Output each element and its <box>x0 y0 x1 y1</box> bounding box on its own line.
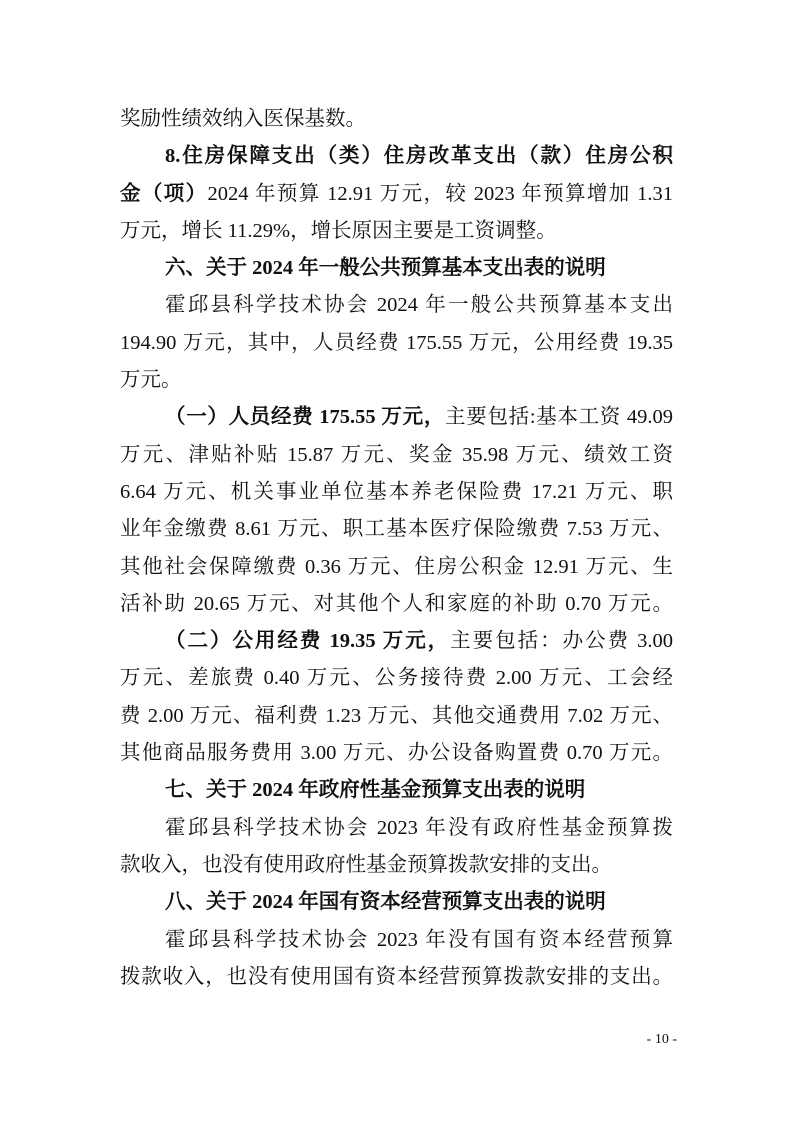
body-line <box>120 586 673 623</box>
body-line <box>120 847 673 884</box>
bold-lead: 金（项） <box>120 182 208 205</box>
document-body <box>120 101 673 996</box>
body-text: 6.64 万元、机关事业单位基本养老保险费 17.21 万元、职 <box>120 480 673 503</box>
body-line <box>120 176 673 213</box>
body-text: 费 2.00 万元、福利费 1.23 万元、其他交通费用 7.02 万元、 <box>120 704 673 727</box>
bold-lead: 8.住房保障支出（类）住房改革支出（款）住房公积 <box>165 145 673 168</box>
body-line <box>120 698 673 735</box>
body-line <box>120 101 673 138</box>
body-text: 万元。 <box>120 369 182 392</box>
body-line <box>120 735 673 772</box>
page-number: - 10 - <box>646 1032 677 1047</box>
body-text: 霍邱县科学技术协会 2023 年没有国有资本经营预算 <box>165 928 673 951</box>
body-text: 霍邱县科学技术协会 2023 年没有政府性基金预算拨 <box>165 816 673 839</box>
body-text: 款收入，也没有使用政府性基金预算拨款安排的支出。 <box>120 853 612 876</box>
body-text: 万元、差旅费 0.40 万元、公务接待费 2.00 万元、工会经 <box>120 667 673 690</box>
body-text: 其他商品服务费用 3.00 万元、办公设备购置费 0.70 万元。 <box>120 742 673 765</box>
body-text: 拨款收入，也没有使用国有资本经营预算拨款安排的支出。 <box>120 965 673 988</box>
public-cost-line <box>120 623 673 660</box>
body-line <box>120 437 673 474</box>
body-text: 业年金缴费 8.61 万元、职工基本医疗保险缴费 7.53 万元、 <box>120 518 673 541</box>
body-line <box>120 810 673 847</box>
body-text: 活补助 20.65 万元、对其他个人和家庭的补助 0.70 万元。 <box>120 592 673 615</box>
body-line <box>120 959 673 996</box>
body-text: 奖励性绩效纳入医保基数。 <box>120 108 366 130</box>
body-text: 霍邱县科学技术协会 2024 年一般公共预算基本支出 <box>165 294 673 317</box>
section-heading-8: 八、关于 2024 年国有资本经营预算支出表的说明 <box>165 891 606 914</box>
body-text: 2024 年预算 12.91 万元，较 2023 年预算增加 1.31 <box>207 182 673 205</box>
body-line <box>120 213 673 250</box>
body-line <box>120 922 673 959</box>
item-8-heading-line <box>120 138 673 175</box>
body-line <box>120 362 673 399</box>
body-line <box>120 549 673 586</box>
bold-lead: （一）人员经费 175.55 万元， <box>165 406 446 429</box>
body-line <box>120 474 673 511</box>
body-line <box>120 660 673 697</box>
body-text: 主要包括：办公费 3.00 <box>450 630 673 653</box>
body-text: 其他社会保障缴费 0.36 万元、住房公积金 12.91 万元、生 <box>120 555 673 578</box>
body-line <box>120 325 673 362</box>
personnel-cost-line <box>120 399 673 436</box>
body-line <box>120 511 673 548</box>
body-text: 万元、津贴补贴 15.87 万元、奖金 35.98 万元、绩效工资 <box>120 443 673 466</box>
body-line <box>120 287 673 324</box>
body-text: 194.90 万元，其中，人员经费 175.55 万元，公用经费 19.35 <box>120 331 673 354</box>
section-heading-6: 六、关于 2024 年一般公共预算基本支出表的说明 <box>165 257 606 280</box>
body-text: 主要包括:基本工资 49.09 <box>445 406 673 429</box>
body-text: 万元，增长 11.29%，增长原因主要是工资调整。 <box>120 219 557 242</box>
bold-lead: （二）公用经费 19.35 万元， <box>165 630 451 653</box>
section-heading-7: 七、关于 2024 年政府性基金预算支出表的说明 <box>165 779 586 802</box>
